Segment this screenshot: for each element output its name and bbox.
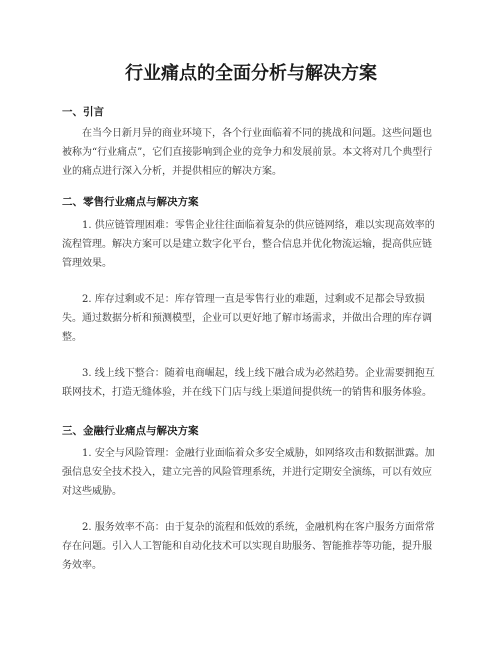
paragraph-introduction: 在当今日新月异的商业环境下，各个行业面临着不同的挑战和问题。这些问题也被称为“行业痛点”，它们直接影响到企业的竞争力和发展前景。本文将对几个典型行业的痛点进行深入分析，并提供相应的解决方案。 [62,128,433,177]
section-heading-finance: 三、金融行业痛点与解决方案 [62,425,199,437]
section-heading-retail: 二、零售行业痛点与解决方案 [62,196,199,208]
paragraph-retail-supply-chain: 1. 供应链管理困难：零售企业往往面临着复杂的供应链网络，难以实现高效率的流程管理。解决方案可以是建立数字化平台，整合信息并优化物流运输，提高供应链管理效果。 [62,220,435,269]
paragraph-retail-omnichannel: 3. 线上线下整合：随着电商崛起，线上线下融合成为必然趋势。企业需要拥抱互联网技术，打造无缝体验，并在线下门店与线上渠道间提供统一的销售和服务体验。 [62,368,435,398]
paragraph-retail-inventory: 2. 库存过剩或不足：库存管理一直是零售行业的难题，过剩或不足都会导致损失。通过数据分析和预测模型，企业可以更好地了解市场需求，并做出合理的库存调整。 [62,294,432,343]
section-heading-introduction: 一、引言 [62,106,104,118]
paragraph-finance-efficiency: 2. 服务效率不高：由于复杂的流程和低效的系统，金融机构在客户服务方面常常存在问题。引入人工智能和自动化技术可以实现自助服务、智能推荐等功能，提升服务效率。 [62,522,435,571]
paragraph-finance-security: 1. 安全与风险管理：金融行业面临着众多安全威胁，如网络攻击和数据泄露。加强信息安全技术投入，建立完善的风险管理系统，并进行定期安全演练，可以有效应对这些威胁。 [62,448,435,497]
document-title: 行业痛点的全面分析与解决方案 [125,63,377,84]
